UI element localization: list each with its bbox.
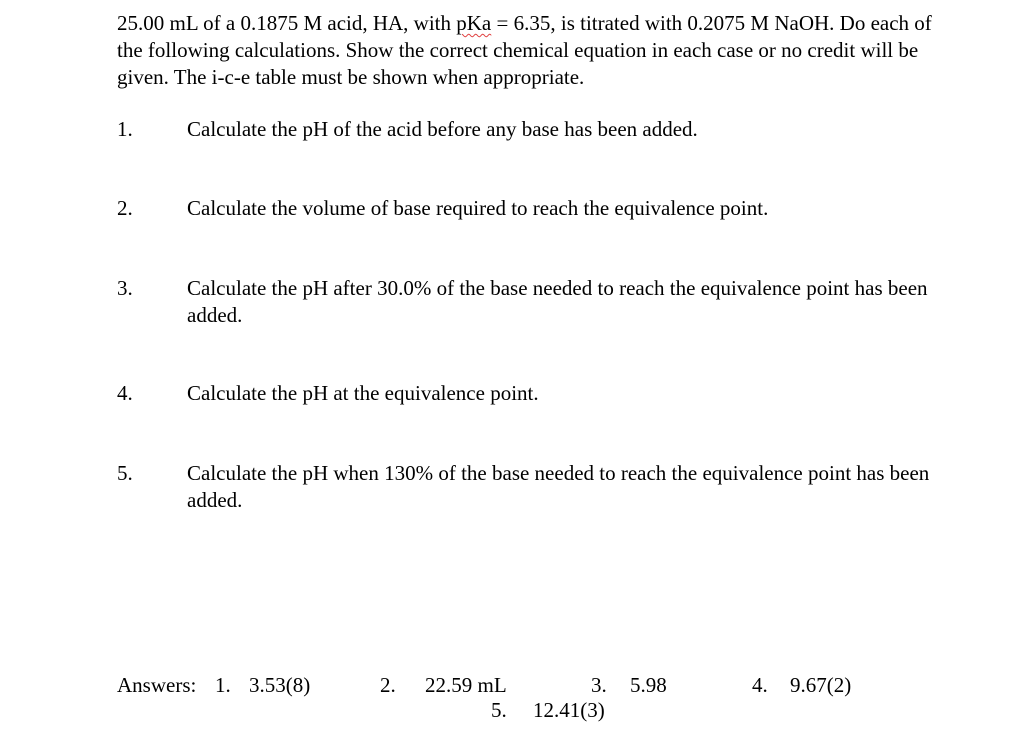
question-number: 3.: [117, 276, 133, 300]
question-text: Calculate the volume of base required to reach the equivalence point.: [187, 196, 769, 220]
question-text: Calculate the pH when 130% of the base needed to reach the equivalence point has been added.: [187, 461, 930, 512]
question-text: Calculate the pH at the equivalence point.: [187, 381, 539, 405]
pka-term: pKa: [456, 11, 492, 35]
answer-3-number: 3.: [591, 673, 607, 697]
problem-statement: [117, 10, 957, 91]
answers-label: Answers:: [117, 673, 197, 697]
question-number: 1.: [117, 117, 133, 141]
question-text: Calculate the pH after 30.0% of the base needed to reach the equivalence point has been added.: [187, 276, 928, 327]
answer-1-value: 3.53(8): [249, 673, 311, 697]
answer-2-value: 22.59 mL: [425, 673, 507, 697]
answer-4-number: 4.: [752, 673, 768, 697]
answer-1-number: 1.: [215, 673, 231, 697]
answer-5-value: 12.41(3): [533, 698, 605, 722]
answer-3-value: 5.98: [630, 673, 667, 697]
answer-4-value: 9.67(2): [790, 673, 852, 697]
intro-part-2: = 6.35, is titrated with 0.2075 M NaOH. Do each of the following calculations. Show the correct chemical equation in each case or no credit will be given. The i-c-e table must be shown when appropriate.: [117, 11, 932, 89]
answer-5-number: 5.: [491, 698, 507, 722]
question-number: 4.: [117, 381, 133, 405]
question-text: Calculate the pH of the acid before any base has been added.: [187, 117, 698, 141]
question-number: 2.: [117, 196, 133, 220]
question-number: 5.: [117, 461, 133, 485]
intro-part-1: 25.00 mL of a 0.1875 M acid, HA, with: [117, 11, 457, 35]
answer-2-number: 2.: [380, 673, 396, 697]
